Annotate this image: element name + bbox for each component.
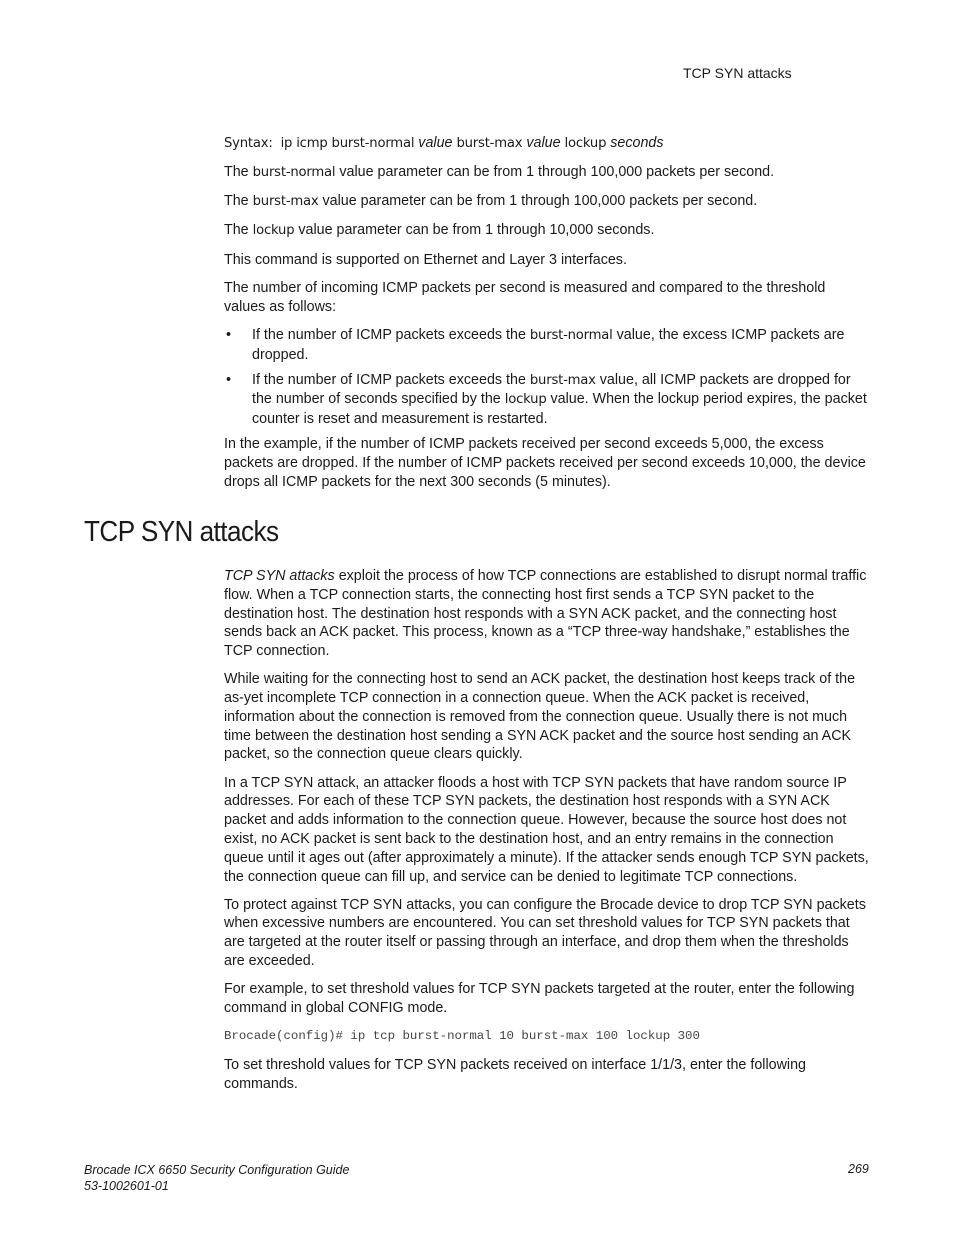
bullet-icon: •	[226, 327, 232, 344]
text: value parameter can be from 1 through 100,000 packets per second.	[322, 193, 758, 210]
keyword: burst-max	[529, 372, 596, 388]
section-title: TCP SYN attacks	[84, 516, 279, 548]
syntax-arg: seconds	[610, 135, 664, 151]
paragraph: The number of incoming ICMP packets per second is measured and compared to the threshold values as follows:	[224, 279, 826, 315]
text: exploit the process of how TCP connections are established to disrupt normal traffic flow. When a TCP connection starts, the connecting host first sends a TCP SYN packet to the destination host. The destination host responds with a SYN ACK packet, and the connecting host sends back an ACK packet. This process, known as a “TCP three-way handshake,” establishes the TCP connection.	[224, 568, 867, 660]
list-item	[224, 371, 870, 429]
syntax-line	[224, 134, 870, 154]
text: The	[224, 222, 249, 239]
text: value parameter can be from 1 through 100,000 packets per second.	[339, 163, 775, 180]
paragraph	[224, 163, 870, 183]
italic-term: TCP SYN attacks	[224, 568, 335, 584]
paragraph: In the example, if the number of ICMP packets received per second exceeds 5,000, the excess packets are dropped. If the number of ICMP packets received per second exceeds 10,000, the device drops all ICMP packets for the next 300 seconds (5 minutes).	[224, 436, 866, 490]
text: value. When the lockup period expires, the packet counter is reset and measurement is restarted.	[252, 391, 867, 428]
syntax-arg: value	[418, 135, 453, 151]
section-content	[224, 567, 870, 1103]
footer-left	[84, 1162, 349, 1194]
syntax-keyword: burst-max	[456, 136, 523, 151]
text: value, all ICMP packets are dropped for the number of seconds specified by the	[252, 371, 851, 408]
text: If the number of ICMP packets exceeds the	[252, 371, 526, 388]
paragraph	[224, 567, 870, 661]
paragraph: While waiting for the connecting host to send an ACK packet, the destination host keeps track of the as-yet incomplete TCP connection in a connection queue. When the ACK packet is received, information about the connection is removed from the connection queue. Usually there is not much time between the destination host sending a SYN ACK packet and the source host sending an ACK packet, so the connection queue clears quickly.	[224, 671, 856, 763]
code-example: Brocade(config)# ip tcp burst-normal 10 burst-max 100 lockup 300	[224, 1029, 700, 1044]
book-title: Brocade ICX 6650 Security Configuration Guide	[84, 1163, 350, 1177]
paragraph: For example, to set threshold values for TCP SYN packets targeted at the router, enter the following command in global CONFIG mode.	[224, 981, 855, 1016]
syntax-command: ip icmp burst-normal	[280, 136, 415, 151]
doc-number: 53-1002601-01	[84, 1179, 169, 1193]
bullet-list	[224, 326, 870, 429]
paragraph	[224, 221, 870, 241]
list-item	[224, 326, 870, 365]
syntax-keyword: lockup	[564, 136, 607, 151]
text: value parameter can be from 1 through 10,000 seconds.	[298, 222, 655, 239]
text: If the number of ICMP packets exceeds the	[252, 327, 526, 344]
keyword: burst-normal	[529, 328, 613, 344]
paragraph: To protect against TCP SYN attacks, you can configure the Brocade device to drop TCP SYN packets when excessive numbers are encountered. You can set threshold values for TCP SYN packets that are targeted at the router itself or passing through an interface, and drop them when the thresholds are exceeded.	[224, 896, 866, 970]
keyword: lockup	[504, 392, 547, 408]
bullet-icon: •	[226, 371, 232, 388]
paragraph	[224, 192, 870, 212]
paragraph: This command is supported on Ethernet and Layer 3 interfaces.	[224, 251, 627, 268]
text: value, the excess ICMP packets are dropped.	[252, 327, 845, 363]
keyword: lockup	[252, 223, 295, 239]
running-header: TCP SYN attacks	[683, 65, 792, 81]
top-content	[224, 134, 870, 501]
syntax-label: Syntax:	[224, 136, 273, 151]
paragraph: To set threshold values for TCP SYN packets received on interface 1/1/3, enter the following commands.	[224, 1056, 806, 1092]
keyword: burst-normal	[252, 164, 336, 180]
keyword: burst-max	[252, 194, 319, 210]
text: The	[224, 163, 249, 180]
page-number: 269	[848, 1162, 869, 1176]
text: The	[224, 193, 249, 210]
syntax-arg: value	[526, 135, 561, 151]
paragraph: In a TCP SYN attack, an attacker floods a host with TCP SYN packets that have random source IP addresses. For each of these TCP SYN packets, the destination host responds with a SYN ACK packet and adds information to the connection queue. However, because the source host does not exist, no ACK packet is sent back to the destination host, and an entry remains in the connection queue until it ages out (after approximately a minute). If the attacker sends enough TCP SYN packets, the connection queue can fill up, and service can be denied to legitimate TCP connections.	[224, 774, 869, 885]
